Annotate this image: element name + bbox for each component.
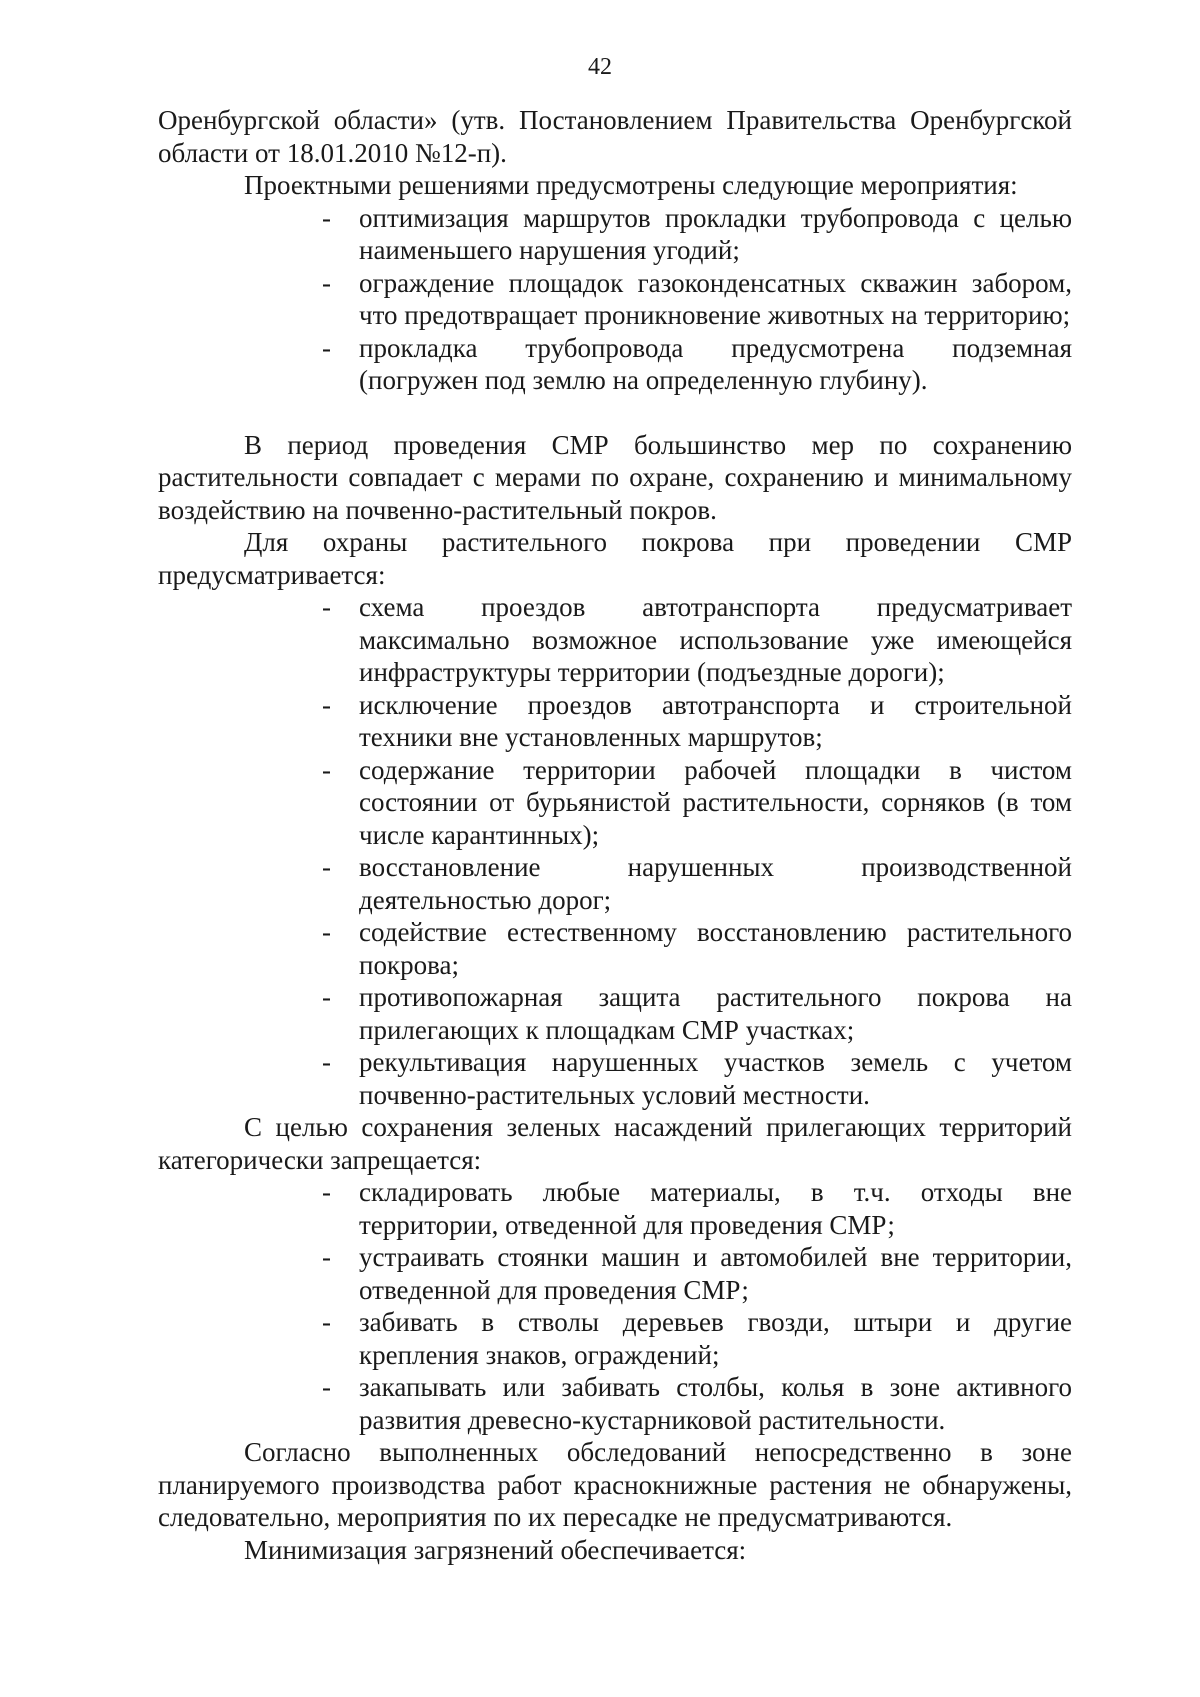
- paragraph-smr-period: В период проведения СМР большинство мер по сохранению растительности совпадает с мерами по охране, сохранению и минимальному воздействию на почвенно-растительный покров.: [158, 429, 1072, 525]
- list-prohibited-actions: [158, 1176, 1072, 1436]
- dash-marker: -: [322, 592, 331, 622]
- list-item: - восстановление нарушенных производственной деятельностью дорог;: [322, 852, 1072, 915]
- page-number: 42: [588, 54, 612, 80]
- list-item: - прокладка трубопровода предусмотрена подземная (погружен под землю на определенную глубину).: [322, 332, 1072, 395]
- dash-marker: -: [322, 332, 331, 363]
- paragraph-design-measures: Проектными решениями предусмотрены следующие мероприятия:: [244, 170, 1018, 200]
- paragraph-continuation: Оренбургской области» (утв. Постановлением Правительства Оренбургской области от 18.01.2010 №12-п).: [158, 105, 1072, 168]
- list-vegetation-protection: [158, 591, 1072, 1111]
- list-item: - забивать в стволы деревьев гвозди, штыри и другие крепления знаков, ограждений;: [322, 1307, 1072, 1370]
- list-item: - содействие естественному восстановлению растительного покрова;: [322, 917, 1072, 980]
- list-item: - исключение проездов автотранспорта и строительной техники вне установленных маршрутов;: [322, 689, 1072, 752]
- dash-marker: -: [322, 202, 331, 233]
- list-design-measures: [158, 202, 1072, 397]
- dash-marker: -: [322, 852, 331, 882]
- list-item: - содержание территории рабочей площадки в чистом состоянии от бурьянистой растительности, сорняков (в том числе карантинных);: [322, 754, 1072, 850]
- list-item: - оптимизация маршрутов прокладки трубопровода с целью наименьшего нарушения угодий;: [322, 202, 1072, 265]
- paragraph-red-book-plants: Согласно выполненных обследований непосредственно в зоне планируемого производства работ краснокнижные растения не обнаружены, следовательно, мероприятия по их пересадке не предусматриваются.: [158, 1437, 1072, 1532]
- document-body: [158, 104, 1072, 1566]
- dash-marker: -: [322, 1372, 331, 1402]
- list-item: - рекультивация нарушенных участков земель с учетом почвенно-растительных условий местности.: [322, 1047, 1072, 1110]
- paragraph-green-spaces: С целью сохранения зеленых насаждений прилегающих территорий категорически запрещается:: [158, 1112, 1072, 1175]
- list-item: - противопожарная защита растительного покрова на прилегающих к площадкам СМР участках;: [322, 982, 1072, 1045]
- dash-marker: -: [322, 1047, 331, 1077]
- list-item: - ограждение площадок газоконденсатных скважин забором, что предотвращает проникновение животных на территорию;: [322, 267, 1072, 330]
- dash-marker: -: [322, 1307, 331, 1337]
- dash-marker: -: [322, 689, 331, 720]
- list-item: - закапывать или забивать столбы, колья в зоне активного развития древесно-кустарниковой растительности.: [322, 1372, 1072, 1435]
- paragraph-pollution-minimization: Минимизация загрязнений обеспечивается:: [244, 1534, 747, 1565]
- dash-marker: -: [322, 917, 331, 947]
- list-item: - складировать любые материалы, в т.ч. отходы вне территории, отведенной для проведения СМР;: [322, 1177, 1072, 1240]
- list-item: - схема проездов автотранспорта предусматривает максимально возможное использование уже имеющейся инфраструктуры территории (подъездные дороги);: [322, 592, 1072, 687]
- paragraph-vegetation-protection: Для охраны растительного покрова при проведении СМР предусматривается:: [158, 527, 1072, 590]
- dash-marker: -: [322, 982, 331, 1012]
- dash-marker: -: [322, 754, 331, 785]
- dash-marker: -: [322, 1242, 331, 1272]
- dash-marker: -: [322, 1177, 331, 1207]
- list-item: - устраивать стоянки машин и автомобилей вне территории, отведенной для проведения СМР;: [322, 1242, 1072, 1305]
- dash-marker: -: [322, 267, 331, 298]
